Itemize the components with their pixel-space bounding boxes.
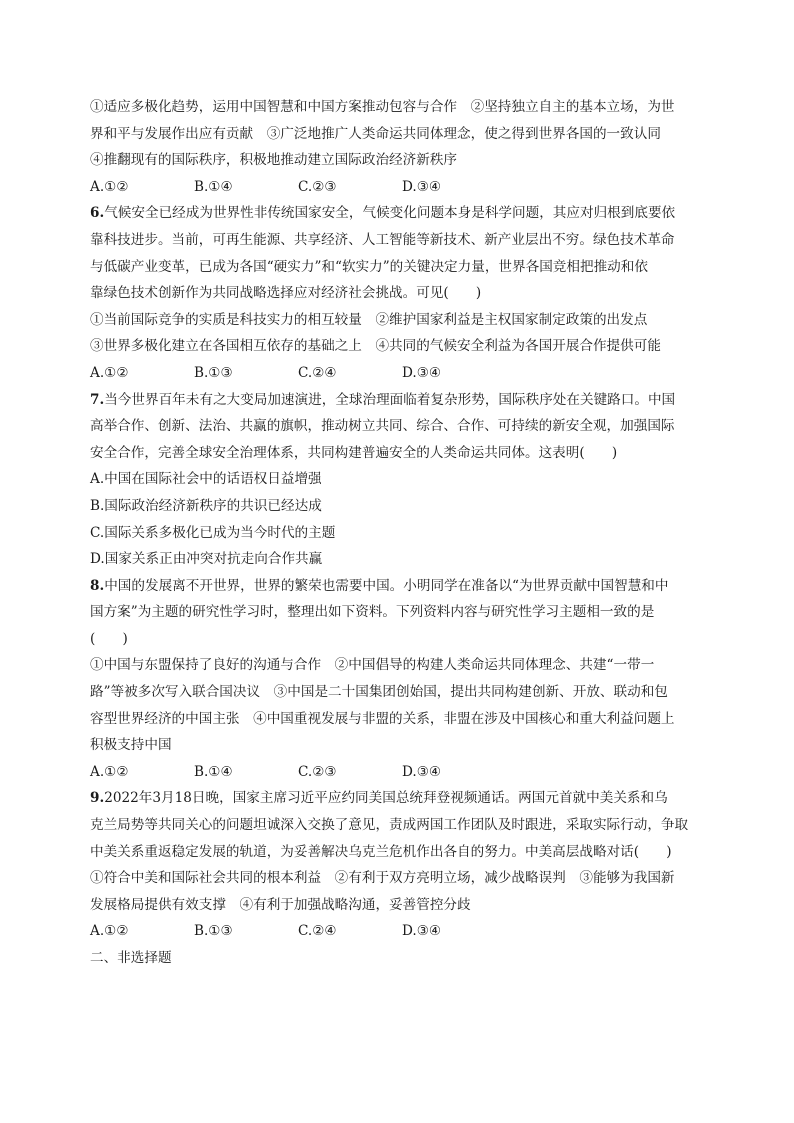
answer-option[interactable]: C.②④ (298, 364, 337, 381)
text-line: D.国家关系正由冲突对抗走向合作共赢 (90, 551, 323, 568)
answer-option[interactable]: A.①② (90, 178, 129, 195)
question-text: 气候安全已经成为世界性非传统国家安全，气候变化问题本身是科学问题，其应对归根到底要依 (104, 205, 676, 222)
answer-option[interactable]: C.②④ (298, 923, 337, 940)
text-line: 国方案”为主题的研究性学习时，整理出如下资料。下列资料内容与研究性学习主题相一致的是 (90, 604, 655, 621)
question-text: 当今世界百年未有之大变局加速演进，全球治理面临着复杂形势，国际秩序处在关键路口。中国 (104, 391, 676, 408)
text-line: 界和平与发展作出应有贡献 ③广泛地推广人类命运共同体理念，使之得到世界各国的一致认同 (90, 125, 661, 142)
text-line: ④推翻现有的国际秩序，积极地推动建立国际政治经济新秩序 (90, 152, 458, 169)
answer-option[interactable]: B.①③ (194, 364, 233, 381)
answer-option[interactable]: D.③④ (402, 178, 442, 195)
text-line: 积极支持中国 (90, 737, 172, 754)
answer-option[interactable]: C.②③ (298, 763, 337, 780)
question-stem (90, 785, 704, 812)
text-line: 容型世界经济的中国主张 ④中国重视发展与非盟的关系，非盟在涉及中国核心和重大利益问题上 (90, 710, 675, 727)
section-heading: 二、非选择题 (90, 950, 172, 966)
question-text: 中国的发展离不开世界，世界的繁荣也需要中国。小明同学在准备以“为世界贡献中国智慧和中 (104, 577, 669, 594)
text-line: ①适应多极化趋势，运用中国智慧和中国方案推动包容与合作 ②坚持独立自主的基本立场，为世 (90, 99, 675, 115)
answer-option[interactable]: A.①② (90, 364, 129, 381)
question-stem (90, 387, 704, 414)
text-line: A.中国在国际社会中的话语权日益增强 (90, 471, 322, 488)
text-line: 中美关系重返稳定发展的轨道，为妥善解决乌克兰危机作出各自的努力。中美高层战略对话( ) (90, 843, 672, 860)
question-content (90, 94, 704, 972)
text-line: 靠科技进步。当前，可再生能源、共享经济、人工智能等新技术、新产业层出不穷。绿色技术革命 (90, 231, 675, 248)
question-number: 6. (90, 205, 105, 222)
text-line: 发展格局提供有效支撑 ④有利于加强战略沟通，妥善管控分歧 (90, 896, 471, 913)
question-text: 2022年3月18日晚，国家主席习近平应约同美国总统拜登视频通话。两国元首就中美关系和乌 (104, 790, 668, 807)
text-line: 安全合作，完善全球安全治理体系，共同构建普遍安全的人类命运共同体。这表明( ) (90, 444, 618, 461)
text-line: ①当前国际竞争的实质是科技实力的相互较量 ②维护国家利益是主权国家制定政策的出发点 (90, 311, 648, 328)
question-stem (90, 573, 704, 600)
text-line: ①中国与东盟保持了良好的沟通与合作 ②中国倡导的构建人类命运共同体理念、共建“一带一 (90, 657, 655, 674)
answer-option[interactable]: D.③④ (402, 923, 442, 940)
answer-option[interactable]: A.①② (90, 763, 129, 780)
text-line: 高举合作、创新、法治、共赢的旗帜，推动树立共同、综合、合作、可持续的新安全观，加强国际 (90, 418, 675, 435)
answer-option[interactable]: B.①④ (194, 763, 233, 780)
answer-option[interactable]: D.③④ (402, 763, 442, 780)
text-line: 靠绿色技术创新作为共同战略选择应对经济社会挑战。可见( ) (90, 285, 482, 302)
text-line: 与低碳产业变革，已成为各国“硬实力”和“软实力”的关键决定力量，世界各国竞相把推动和依 (90, 258, 648, 275)
answer-options (90, 918, 704, 945)
text-line: C.国际关系多极化已成为当今时代的主题 (90, 524, 336, 541)
answer-option[interactable]: C.②③ (298, 178, 337, 195)
answer-options (90, 174, 704, 201)
question-number: 7. (90, 391, 105, 408)
answer-options (90, 759, 704, 786)
answer-option[interactable]: B.①④ (194, 178, 233, 195)
text-line: B.国际政治经济新秩序的共识已经达成 (90, 497, 322, 514)
text-line: ①符合中美和国际社会共同的根本利益 ②有利于双方亮明立场，减少战略误判 ③能够为我国新 (90, 870, 675, 887)
answer-option[interactable]: A.①② (90, 923, 129, 940)
answer-option[interactable]: B.①③ (194, 923, 233, 940)
text-line: ③世界多极化建立在各国相互依存的基础之上 ④共同的气候安全利益为各国开展合作提供可能 (90, 338, 661, 355)
question-number: 8. (90, 577, 105, 594)
answer-options (90, 360, 704, 387)
text-line: 克兰局势等共同关心的问题坦诚深入交换了意见，责成两国工作团队及时跟进，采取实际行动，争取 (90, 817, 689, 834)
question-number: 9. (90, 790, 105, 807)
text-line: 路”等被多次写入联合国决议 ③中国是二十国集团创始国，提出共同构建创新、开放、联动和包 (90, 684, 668, 701)
text-line: ( ) (90, 630, 128, 647)
answer-option[interactable]: D.③④ (402, 364, 442, 381)
question-stem (90, 200, 704, 227)
